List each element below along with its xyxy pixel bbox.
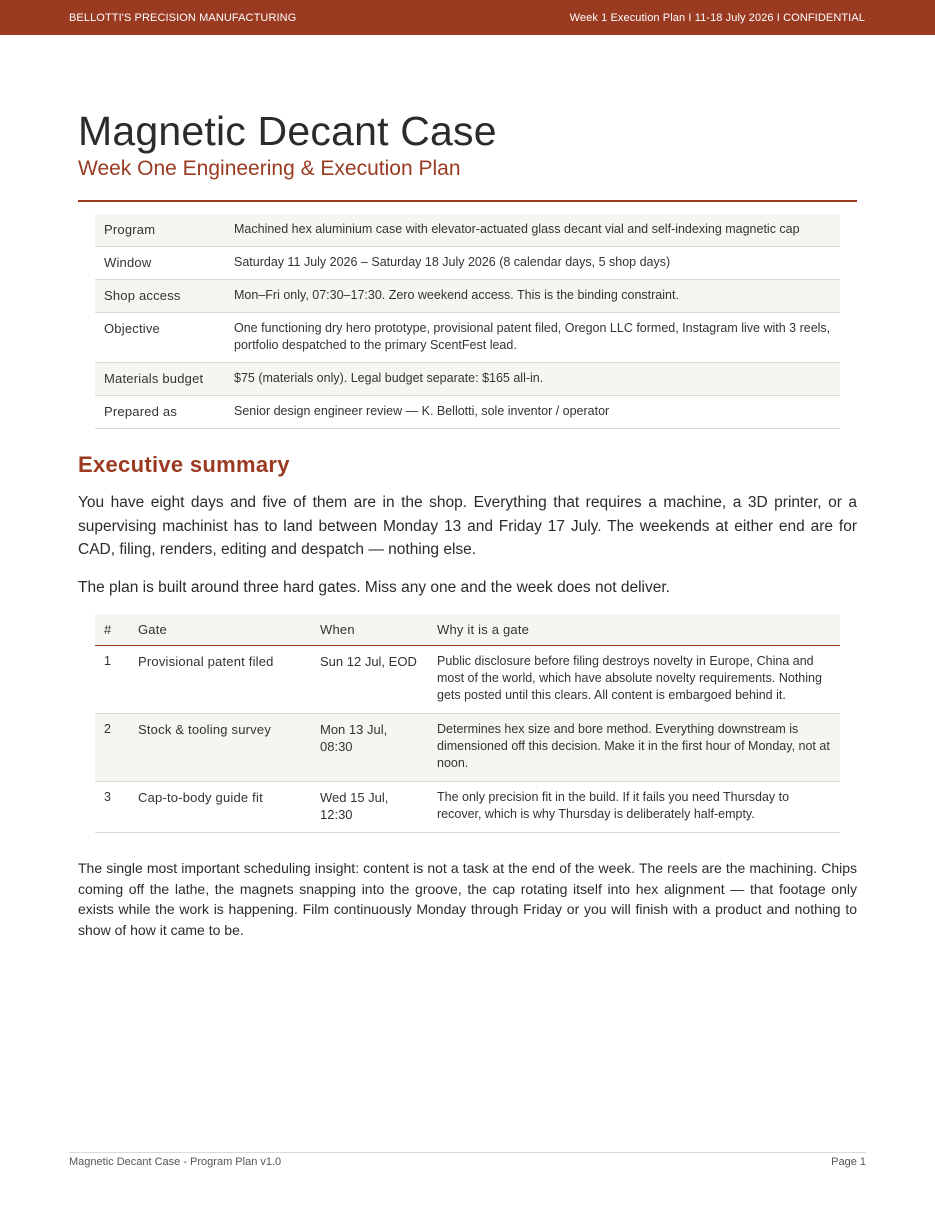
gate-number: 3 (104, 790, 111, 804)
table-header-row (95, 614, 840, 646)
detail-label: Window (104, 255, 152, 270)
gate-number: 2 (104, 722, 111, 736)
detail-value: One functioning dry hero prototype, provisional patent filed, Oregon LLC formed, Instagram live with 3 reels, portfolio despatched to the primary ScentFest lead. (234, 321, 831, 352)
column-header-number: # (95, 614, 129, 646)
gate-when: Sun 12 Jul, EOD (320, 654, 417, 669)
table-row (95, 714, 840, 782)
detail-value: Saturday 11 July 2026 – Saturday 18 July 2026 (8 calendar days, 5 shop days) (234, 255, 671, 269)
footer-page-number: Page 1 (831, 1156, 866, 1168)
executive-paragraph-2: The plan is built around three hard gates. Miss any one and the week does not deliver. (78, 579, 670, 596)
detail-label: Shop access (104, 288, 181, 303)
header-plan-info: Week 1 Execution Plan I 11-18 July 2026 I CONFIDENTIAL (569, 11, 865, 24)
table-row (95, 247, 840, 280)
gate-name: Stock & tooling survey (138, 722, 272, 737)
scheduling-insight-paragraph: The single most important scheduling insight: content is not a task at the end of the week. The reels are the machining. Chips coming off the lathe, the magnets snapping into the groove, the cap rotating itself into hex alignment — that footage only exists while the work is happening. Film continuously Monday through Friday or you will finish with a product and nothing to show of how it came to be. (78, 860, 857, 938)
table-row (95, 646, 840, 714)
table-row (95, 214, 840, 247)
detail-label: Objective (104, 321, 160, 336)
header-bar (0, 0, 935, 35)
page-footer (69, 1156, 866, 1168)
detail-value: Senior design engineer review — K. Bellotti, sole inventor / operator (234, 404, 610, 418)
detail-value: Machined hex aluminium case with elevator-actuated glass decant vial and self-indexing magnetic cap (234, 222, 800, 236)
gate-when: Mon 13 Jul, 08:30 (320, 722, 388, 754)
detail-label: Materials budget (104, 371, 204, 386)
document-subtitle: Week One Engineering & Execution Plan (78, 157, 461, 180)
header-company: BELLOTTI'S PRECISION MANUFACTURING (69, 11, 297, 24)
table-row (95, 396, 840, 429)
gate-why: Public disclosure before filing destroys novelty in Europe, China and most of the world, which have absolute novelty requirements. Nothing gets posted until this clears. All content is embargoed behind it. (437, 654, 822, 702)
detail-label: Program (104, 222, 156, 237)
table-row (95, 782, 840, 833)
gate-name: Provisional patent filed (138, 654, 274, 669)
detail-label: Prepared as (104, 404, 178, 419)
gate-number: 1 (104, 654, 111, 668)
program-details-table (95, 214, 840, 429)
table-row (95, 313, 840, 363)
column-header-why: Why it is a gate (428, 614, 840, 646)
detail-value: $75 (materials only). Legal budget separate: $165 all-in. (234, 371, 544, 385)
title-divider (78, 200, 857, 202)
footer-document-name: Magnetic Decant Case - Program Plan v1.0 (69, 1156, 282, 1168)
gate-name: Cap-to-body guide fit (138, 790, 263, 805)
document-title: Magnetic Decant Case (78, 108, 497, 154)
detail-value: Mon–Fri only, 07:30–17:30. Zero weekend access. This is the binding constraint. (234, 288, 679, 302)
gate-why: The only precision fit in the build. If it fails you need Thursday to recover, which is why Thursday is deliberately half-empty. (437, 790, 790, 821)
column-header-gate: Gate (129, 614, 311, 646)
table-row (95, 280, 840, 313)
footer-divider (69, 1152, 866, 1153)
table-row (95, 363, 840, 396)
gate-why: Determines hex size and bore method. Everything downstream is dimensioned off this decision. Make it in the first hour of Monday, not at noon. (437, 722, 830, 770)
executive-summary-heading: Executive summary (78, 452, 290, 477)
gate-when: Wed 15 Jul, 12:30 (320, 790, 389, 822)
gates-table (95, 614, 840, 833)
column-header-when: When (311, 614, 428, 646)
executive-paragraph-1: You have eight days and five of them are in the shop. Everything that requires a machine, a 3D printer, or a supervising machinist has to land between Monday 13 and Friday 17 July. The weekends at either end are for CAD, filing, renders, editing and despatch — nothing else. (78, 494, 857, 558)
